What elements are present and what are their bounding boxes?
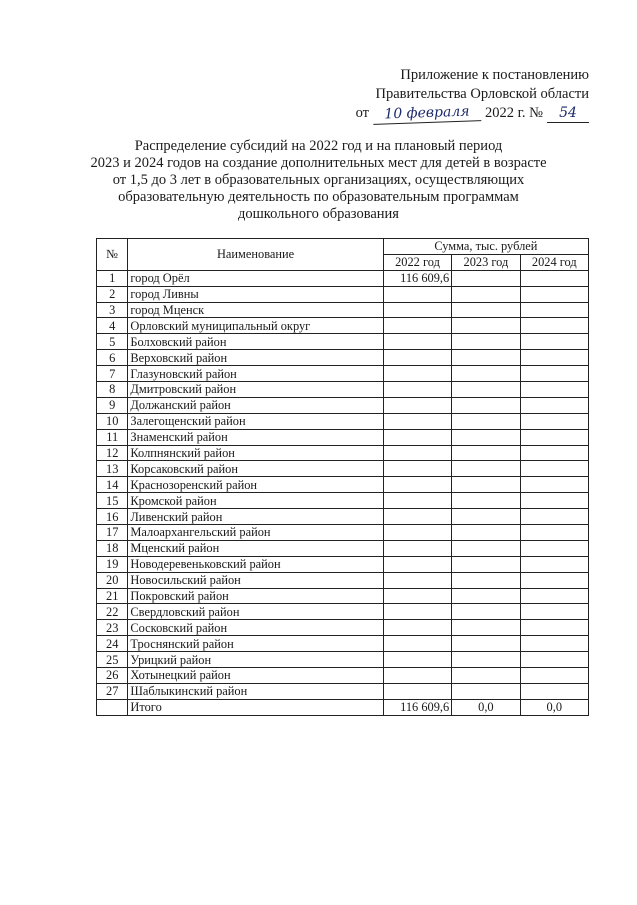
row-name: Сосковский район	[128, 620, 383, 636]
appendix-line-1: Приложение к постановлению	[400, 67, 589, 83]
row-value-2024	[520, 683, 588, 699]
row-value-2024	[520, 445, 588, 461]
row-name: Ливенский район	[128, 509, 383, 525]
handwritten-date: 10 февраля	[373, 103, 482, 125]
row-number: 19	[97, 556, 128, 572]
row-value-2023	[452, 429, 520, 445]
row-value-2023	[452, 350, 520, 366]
row-value-2023	[452, 286, 520, 302]
row-value-2024	[520, 270, 588, 286]
row-value-2022	[383, 493, 451, 509]
appendix-year: 2022 г. №	[484, 105, 543, 121]
row-number: 26	[97, 668, 128, 684]
table-row	[97, 286, 589, 302]
row-number: 18	[97, 540, 128, 556]
row-value-2023	[452, 461, 520, 477]
row-value-2024	[520, 540, 588, 556]
table-row	[97, 461, 589, 477]
row-value-2022	[383, 636, 451, 652]
row-value-2024	[520, 461, 588, 477]
row-number: 1	[97, 270, 128, 286]
row-number: 4	[97, 318, 128, 334]
row-value-2023	[452, 366, 520, 382]
row-value-2023	[452, 604, 520, 620]
row-value-2022	[383, 588, 451, 604]
row-number: 23	[97, 620, 128, 636]
row-number: 12	[97, 445, 128, 461]
header-num: №	[97, 239, 128, 271]
row-value-2022	[383, 509, 451, 525]
row-value-2024	[520, 620, 588, 636]
row-value-2022	[383, 683, 451, 699]
appendix-line-2: Правительства Орловской области	[375, 86, 589, 102]
row-value-2023	[452, 509, 520, 525]
row-value-2022	[383, 668, 451, 684]
row-value-2022	[383, 540, 451, 556]
table-row	[97, 397, 589, 413]
title-line: дошкольного образования	[238, 206, 399, 222]
row-value-2022	[383, 477, 451, 493]
row-name: Верховский район	[128, 350, 383, 366]
table-body	[97, 270, 589, 715]
row-name: Корсаковский район	[128, 461, 383, 477]
row-value-2022	[383, 350, 451, 366]
row-number: 15	[97, 493, 128, 509]
row-value-2022	[383, 413, 451, 429]
table-row	[97, 334, 589, 350]
row-value-2023	[452, 413, 520, 429]
row-value-2023	[452, 334, 520, 350]
row-number: 3	[97, 302, 128, 318]
row-name: Знаменский район	[128, 429, 383, 445]
row-name: Новодеревеньковский район	[128, 556, 383, 572]
row-value-2024	[520, 652, 588, 668]
row-value-2024	[520, 350, 588, 366]
table-header-row	[97, 239, 589, 255]
row-name: Хотынецкий район	[128, 668, 383, 684]
row-value-2024	[520, 429, 588, 445]
row-value-2022	[383, 366, 451, 382]
header-name: Наименование	[128, 239, 383, 271]
table-row	[97, 668, 589, 684]
row-value-2024	[520, 588, 588, 604]
row-number: 16	[97, 509, 128, 525]
header-sum: Сумма, тыс. рублей	[383, 239, 588, 255]
table-row	[97, 445, 589, 461]
row-value-2024	[520, 604, 588, 620]
row-value-2022	[383, 334, 451, 350]
table-row	[97, 620, 589, 636]
row-value-2024	[520, 318, 588, 334]
row-value-2024	[520, 556, 588, 572]
table-row	[97, 302, 589, 318]
row-value-2022	[383, 525, 451, 541]
row-value-2023	[452, 668, 520, 684]
row-value-2023	[452, 302, 520, 318]
total-value-2024: 0,0	[520, 699, 588, 715]
row-number: 22	[97, 604, 128, 620]
row-name: Кромской район	[128, 493, 383, 509]
row-number: 13	[97, 461, 128, 477]
row-value-2023	[452, 556, 520, 572]
row-value-2023	[452, 652, 520, 668]
row-value-2022	[383, 318, 451, 334]
row-value-2023	[452, 493, 520, 509]
header-2023: 2023 год	[452, 254, 520, 270]
row-name: Новосильский район	[128, 572, 383, 588]
table-row	[97, 493, 589, 509]
row-value-2024	[520, 366, 588, 382]
row-name: Краснозоренский район	[128, 477, 383, 493]
header-2024: 2024 год	[520, 254, 588, 270]
row-number: 6	[97, 350, 128, 366]
row-number: 8	[97, 382, 128, 398]
subsidy-table	[96, 238, 589, 716]
row-value-2022	[383, 461, 451, 477]
row-number: 7	[97, 366, 128, 382]
row-number: 21	[97, 588, 128, 604]
title-line: образовательную деятельность по образовательным программам	[118, 189, 519, 205]
row-number: 2	[97, 286, 128, 302]
title-line: Распределение субсидий на 2022 год и на плановый период	[134, 138, 503, 154]
row-value-2022	[383, 652, 451, 668]
row-value-2022: 116 609,6	[383, 270, 451, 286]
row-value-2024	[520, 525, 588, 541]
row-value-2022	[383, 302, 451, 318]
table-row	[97, 652, 589, 668]
row-value-2023	[452, 270, 520, 286]
row-value-2024	[520, 382, 588, 398]
row-number: 5	[97, 334, 128, 350]
row-number: 11	[97, 429, 128, 445]
row-number: 9	[97, 397, 128, 413]
table-row	[97, 477, 589, 493]
row-value-2024	[520, 413, 588, 429]
header-2022: 2022 год	[383, 254, 451, 270]
table-row	[97, 604, 589, 620]
total-value-2022: 116 609,6	[383, 699, 451, 715]
total-value-2023: 0,0	[452, 699, 520, 715]
row-value-2024	[520, 302, 588, 318]
row-value-2022	[383, 556, 451, 572]
row-value-2024	[520, 668, 588, 684]
handwritten-number: 54	[547, 105, 589, 123]
row-number: 14	[97, 477, 128, 493]
row-number: 10	[97, 413, 128, 429]
table-row	[97, 636, 589, 652]
row-name: Урицкий район	[128, 652, 383, 668]
total-row	[97, 699, 589, 715]
table-row	[97, 509, 589, 525]
row-name: Глазуновский район	[128, 366, 383, 382]
row-value-2022	[383, 572, 451, 588]
table-row	[97, 413, 589, 429]
table-row	[97, 588, 589, 604]
row-value-2024	[520, 477, 588, 493]
table-row	[97, 318, 589, 334]
row-value-2024	[520, 572, 588, 588]
row-name: Свердловский район	[128, 604, 383, 620]
table-row	[97, 525, 589, 541]
row-name: Троснянский район	[128, 636, 383, 652]
appendix-header	[356, 66, 589, 123]
row-value-2022	[383, 382, 451, 398]
row-value-2024	[520, 397, 588, 413]
row-value-2022	[383, 286, 451, 302]
row-value-2023	[452, 525, 520, 541]
row-value-2024	[520, 493, 588, 509]
row-name: Малоархангельский район	[128, 525, 383, 541]
row-value-2023	[452, 540, 520, 556]
row-value-2023	[452, 572, 520, 588]
table-row	[97, 540, 589, 556]
row-name: город Орёл	[128, 270, 383, 286]
row-value-2023	[452, 397, 520, 413]
row-value-2024	[520, 636, 588, 652]
row-name: Должанский район	[128, 397, 383, 413]
row-value-2024	[520, 334, 588, 350]
table-row	[97, 683, 589, 699]
row-value-2023	[452, 477, 520, 493]
row-number: 25	[97, 652, 128, 668]
row-name: город Мценск	[128, 302, 383, 318]
title-line: от 1,5 до 3 лет в образовательных организациях, осуществляющих	[112, 172, 525, 188]
row-value-2023	[452, 683, 520, 699]
row-value-2023	[452, 445, 520, 461]
row-name: Дмитровский район	[128, 382, 383, 398]
row-value-2024	[520, 286, 588, 302]
row-value-2022	[383, 445, 451, 461]
table-row	[97, 556, 589, 572]
row-number: 27	[97, 683, 128, 699]
row-value-2023	[452, 588, 520, 604]
row-name: Покровский район	[128, 588, 383, 604]
table-row	[97, 366, 589, 382]
table-row	[97, 429, 589, 445]
table-row	[97, 572, 589, 588]
document-title	[60, 138, 577, 223]
row-number: 24	[97, 636, 128, 652]
table-row	[97, 270, 589, 286]
row-number: 20	[97, 572, 128, 588]
row-name: Колпнянский район	[128, 445, 383, 461]
table-row	[97, 350, 589, 366]
row-name: Мценский район	[128, 540, 383, 556]
row-value-2023	[452, 636, 520, 652]
total-number-cell	[97, 699, 128, 715]
row-value-2024	[520, 509, 588, 525]
row-value-2023	[452, 382, 520, 398]
row-value-2022	[383, 397, 451, 413]
row-name: Орловский муниципальный округ	[128, 318, 383, 334]
row-name: город Ливны	[128, 286, 383, 302]
total-label: Итого	[128, 699, 383, 715]
appendix-line-3	[356, 104, 589, 123]
appendix-from: от	[355, 105, 369, 121]
row-value-2023	[452, 620, 520, 636]
row-value-2022	[383, 429, 451, 445]
row-value-2022	[383, 620, 451, 636]
title-line: 2023 и 2024 годов на создание дополнительных мест для детей в возрасте	[90, 155, 547, 171]
table-row	[97, 382, 589, 398]
row-name: Шаблыкинский район	[128, 683, 383, 699]
row-number: 17	[97, 525, 128, 541]
row-value-2022	[383, 604, 451, 620]
row-value-2023	[452, 318, 520, 334]
row-name: Залегощенский район	[128, 413, 383, 429]
row-name: Болховский район	[128, 334, 383, 350]
